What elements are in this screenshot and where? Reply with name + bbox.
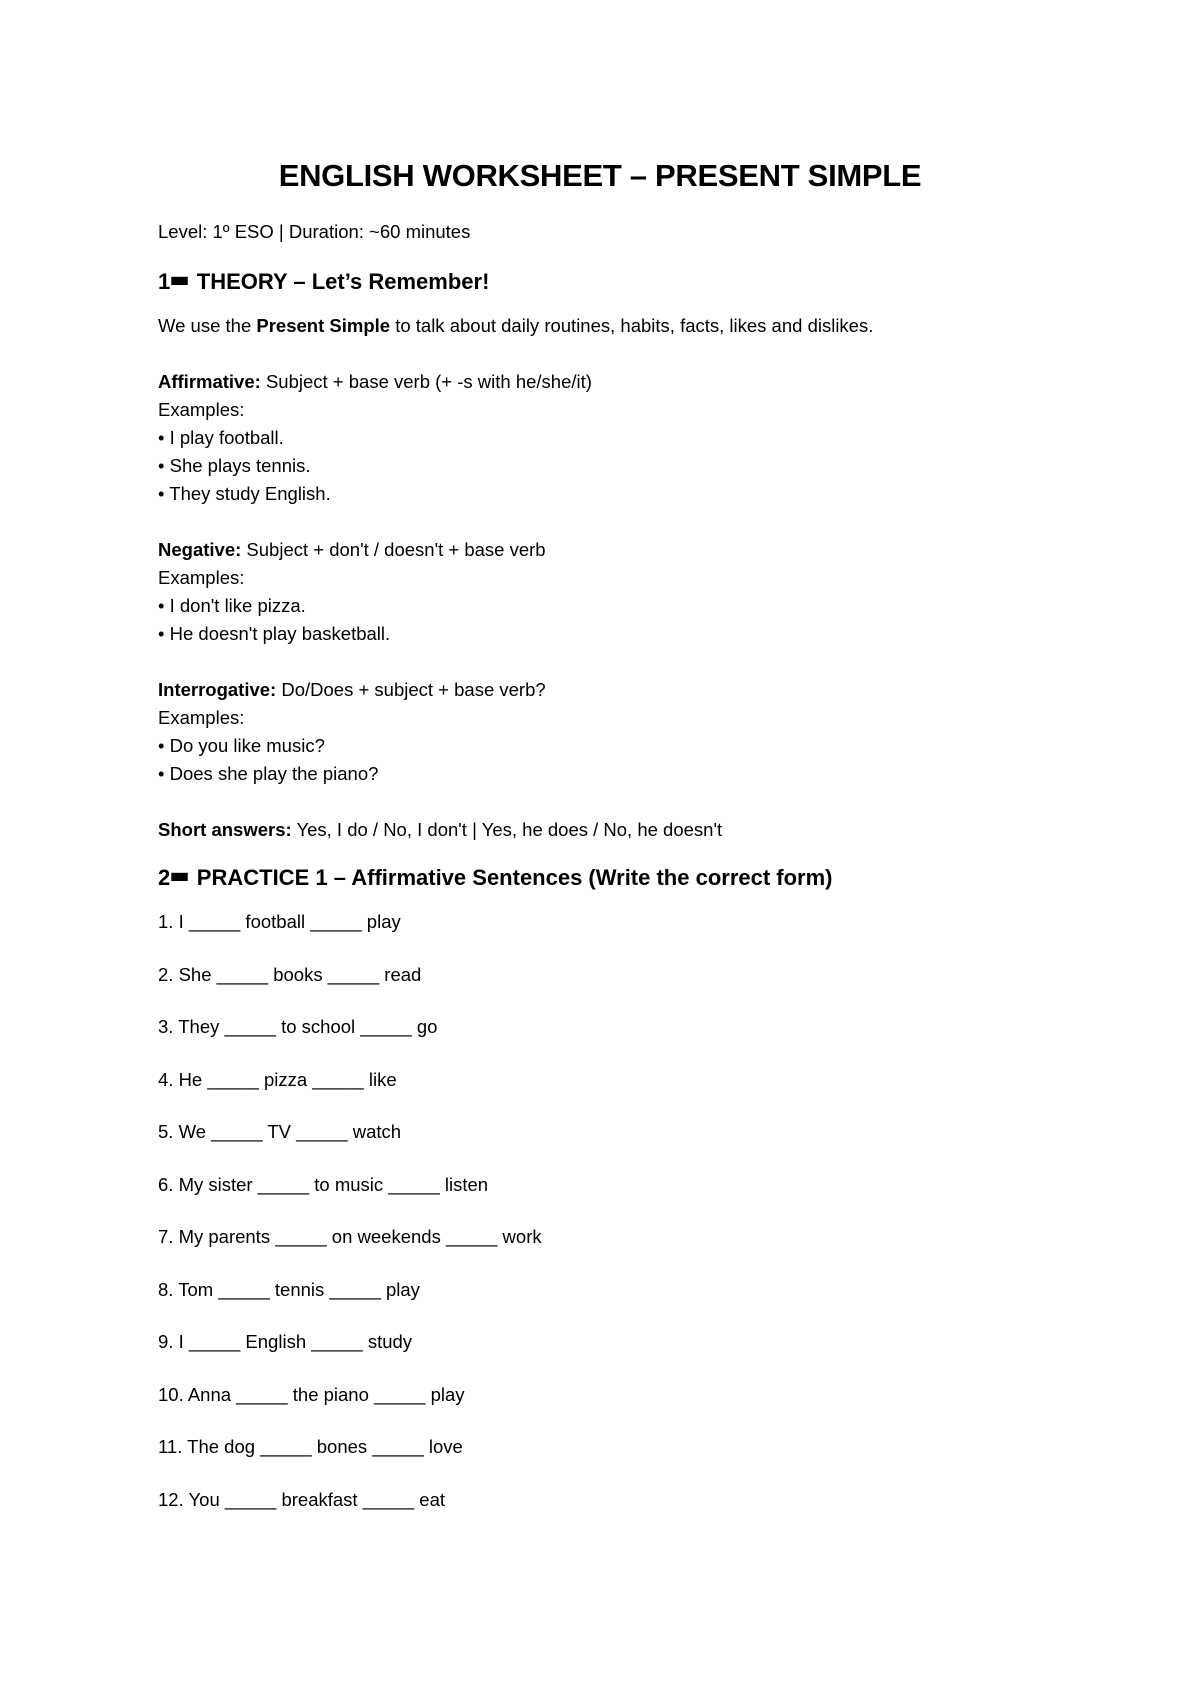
negative-example: • I don't like pizza. — [158, 595, 306, 616]
section-2-heading — [158, 862, 1118, 894]
interrogative-example: • Does she play the piano? — [158, 763, 379, 784]
practice-item: 6. My sister _____ to music _____ listen — [158, 1173, 489, 1195]
affirmative-examples-label: Examples: — [158, 399, 245, 420]
short-answers-text: Yes, I do / No, I don't | Yes, he does / No, he doesn't — [291, 819, 723, 840]
section-2-number: 2 — [158, 865, 171, 890]
affirmative-example: • She plays tennis. — [158, 455, 311, 476]
worksheet-content — [158, 218, 1118, 1538]
affirmative-example: • I play football. — [158, 427, 284, 448]
practice-item: 9. I _____ English _____ study — [158, 1331, 413, 1352]
affirmative-rule-text: Subject + base verb (+ -s with he/she/it) — [260, 371, 592, 392]
negative-rule — [158, 536, 1118, 564]
interrogative-rule — [158, 676, 1118, 704]
spacer — [158, 648, 1118, 676]
short-answers — [158, 816, 1118, 844]
theory-intro-bold: Present Simple — [256, 315, 391, 336]
theory-intro-end: to talk about daily routines, habits, facts, likes and dislikes. — [390, 315, 874, 336]
practice-item: 10. Anna _____ the piano _____ play — [158, 1383, 465, 1405]
practice-item: 12. You _____ breakfast _____ eat — [158, 1488, 446, 1510]
practice-item: 1. I _____ football _____ play — [158, 911, 401, 932]
practice-item: 5. We _____ TV _____ watch — [158, 1121, 402, 1142]
spacer — [158, 788, 1118, 816]
interrogative-example: • Do you like music? — [158, 735, 325, 756]
interrogative-examples-label: Examples: — [158, 707, 245, 728]
spacer — [158, 508, 1118, 536]
practice-item: 2. She _____ books _____ read — [158, 963, 422, 985]
practice-item: 3. They _____ to school _____ go — [158, 1016, 438, 1037]
negative-rule-text: Subject + don't / doesn't + base verb — [241, 539, 546, 560]
section-1-heading — [158, 266, 1118, 298]
negative-label: Negative: — [158, 539, 242, 560]
practice-item: 11. The dog _____ bones _____ love — [158, 1436, 463, 1457]
level-duration: Level: 1º ESO | Duration: ~60 minutes — [158, 221, 471, 242]
theory-intro — [158, 312, 1118, 340]
practice-item: 7. My parents _____ on weekends _____ work — [158, 1226, 542, 1247]
practice-item: 4. He _____ pizza _____ like — [158, 1068, 397, 1090]
short-answers-label: Short answers: — [158, 819, 292, 840]
affirmative-example: • They study English. — [158, 483, 331, 504]
section-1-title: THEORY – Let’s Remember! — [196, 269, 490, 294]
affirmative-rule — [158, 368, 1118, 396]
practice-item: 8. Tom _____ tennis _____ play — [158, 1278, 420, 1300]
theory-intro-start: We use the — [158, 315, 257, 336]
section-1-block-glyphs: ■■ — [170, 271, 187, 290]
section-2-block-glyphs: ■■ — [170, 867, 187, 886]
section-2-title: PRACTICE 1 – Affirmative Sentences (Write the correct form) — [196, 865, 833, 890]
negative-example: • He doesn't play basketball. — [158, 623, 391, 644]
section-1-number: 1 — [158, 269, 171, 294]
interrogative-rule-text: Do/Does + subject + base verb? — [276, 679, 546, 700]
negative-examples-label: Examples: — [158, 567, 245, 588]
page-title: ENGLISH WORKSHEET – PRESENT SIMPLE — [278, 158, 922, 193]
affirmative-label: Affirmative: — [158, 371, 261, 392]
spacer — [158, 340, 1118, 368]
interrogative-label: Interrogative: — [158, 679, 277, 700]
